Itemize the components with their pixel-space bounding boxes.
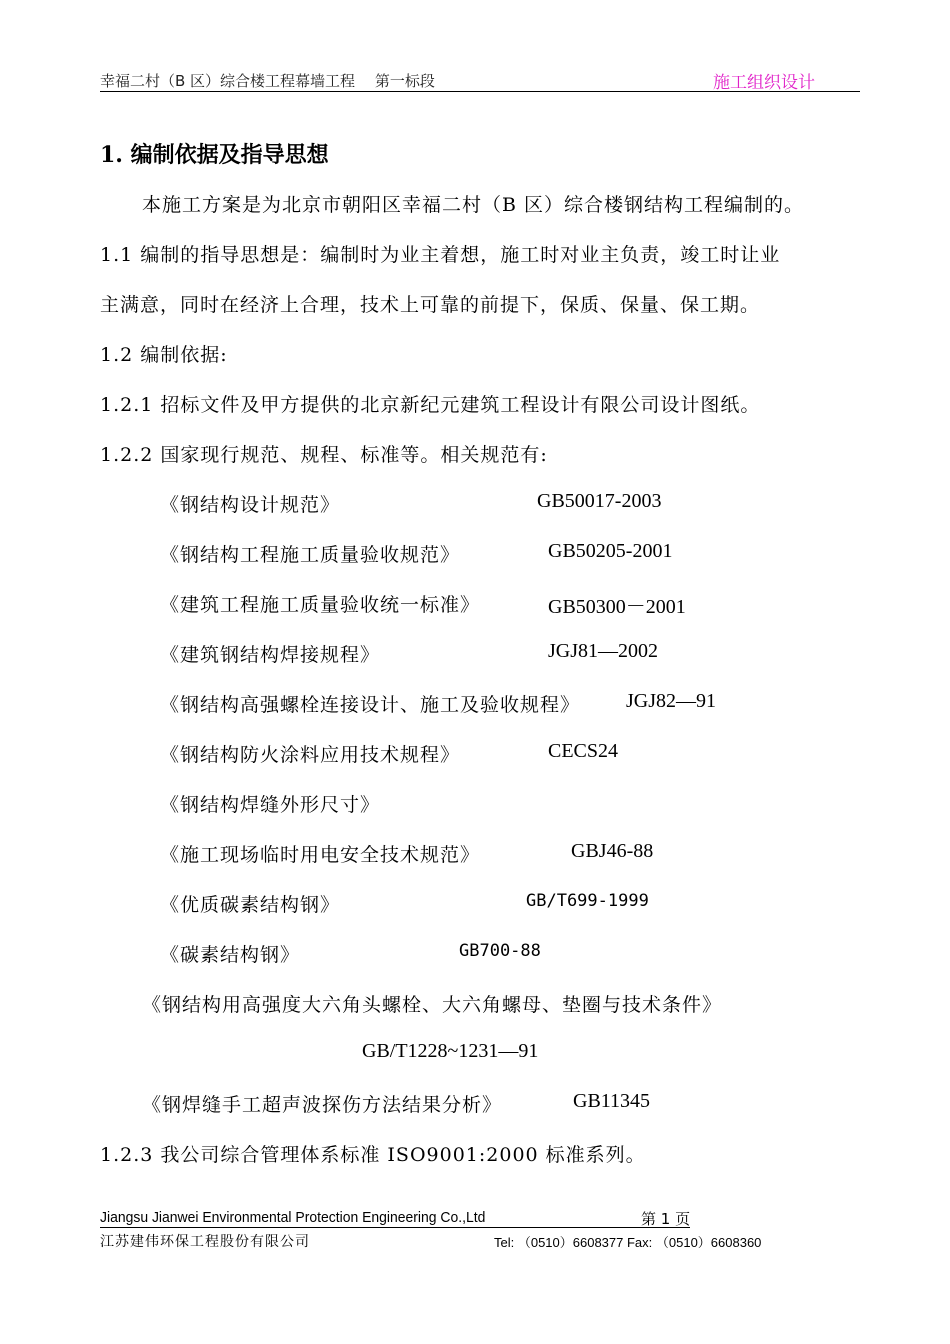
header-project-title: 幸福二村（B 区）综合楼工程幕墙工程 第一标段 (100, 72, 435, 90)
standard-name: 《钢结构焊缝外形尺寸》 (160, 794, 381, 816)
basis-item-1: 1.2.1 招标文件及甲方提供的北京新纪元建筑工程设计有限公司设计图纸。 (100, 394, 761, 416)
standard-name: 《碳素结构钢》 (160, 944, 301, 966)
intro-paragraph: 本施工方案是为北京市朝阳区幸福二村（B 区）综合楼钢结构工程编制的。 (142, 194, 805, 216)
footer-page-number: 第 1 页 (641, 1210, 691, 1228)
standard-code: CECS24 (548, 740, 619, 762)
standard-name: 《钢结构用高强度大六角头螺栓、大六角螺母、垫圈与技术条件》 (142, 994, 723, 1016)
standard-code: GB50017-2003 (537, 490, 662, 512)
standard-code: JGJ82—91 (626, 690, 717, 712)
standard-name: 《建筑工程施工质量验收统一标准》 (160, 594, 481, 616)
footer-contact: Tel: （0510）6608377 Fax: （0510）6608360 (494, 1235, 762, 1250)
standard-name: 《钢结构设计规范》 (160, 494, 341, 516)
section-heading: 1. 编制依据及指导思想 (100, 142, 329, 168)
standard-code: JGJ81—2002 (548, 640, 659, 662)
footer-company-en: Jiangsu Jianwei Environmental Protection Engineering Co.,Ltd (100, 1209, 486, 1226)
basis-heading: 1.2 编制依据: (100, 344, 228, 366)
basis-item-2: 1.2.2 国家现行规范、规程、标准等。相关规范有: (100, 444, 548, 466)
guiding-idea-line-2: 主满意，同时在经济上合理，技术上可靠的前提下，保质、保量、保工期。 (100, 294, 761, 316)
header-document-type: 施工组织设计 (713, 73, 815, 93)
footer-divider (100, 1227, 690, 1228)
standard-name: 《钢结构工程施工质量验收规范》 (160, 544, 461, 566)
basis-item-3: 1.2.3 我公司综合管理体系标准 ISO9001:2000 标准系列。 (100, 1144, 646, 1166)
standard-code: GB11345 (573, 1090, 651, 1112)
standard-code: GBJ46-88 (571, 840, 654, 862)
guiding-idea-line-1: 1.1 编制的指导思想是：编制时为业主着想，施工时对业主负责，竣工时让业 (100, 244, 781, 266)
footer-company-cn: 江苏建伟环保工程股份有限公司 (100, 1234, 310, 1250)
standard-name: 《优质碳素结构钢》 (160, 894, 341, 916)
standard-name: 《钢焊缝手工超声波探伤方法结果分析》 (142, 1094, 503, 1116)
standard-name: 《钢结构高强螺栓连接设计、施工及验收规程》 (160, 694, 581, 716)
standard-name: 《施工现场临时用电安全技术规范》 (160, 844, 481, 866)
standard-code: GB50205-2001 (548, 540, 673, 562)
standard-code: GB/T699-1999 (526, 891, 649, 911)
standard-code: GB700-88 (459, 941, 541, 961)
standard-code: GB50300－2001 (548, 596, 686, 618)
header-divider (100, 91, 860, 92)
standard-name: 《钢结构防火涂料应用技术规程》 (160, 744, 461, 766)
standard-name: 《建筑钢结构焊接规程》 (160, 644, 381, 666)
standard-code: GB/T1228~1231—91 (362, 1040, 539, 1062)
